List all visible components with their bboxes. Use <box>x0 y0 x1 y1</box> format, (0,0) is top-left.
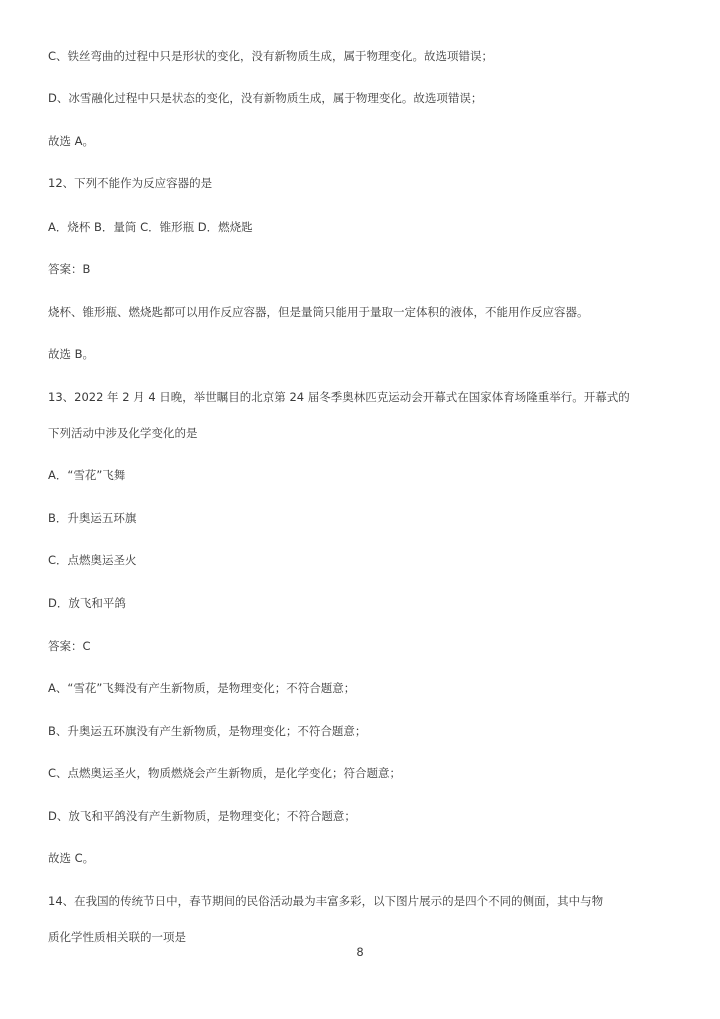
options-line: A．烧杯 B．量筒 C．锥形瓶 D．燃烧匙 <box>48 220 253 234</box>
text-line: 故选 A。 <box>48 134 95 148</box>
option-d: D．放飞和平鸽 <box>48 596 126 610</box>
question-13-cont: 下列活动中涉及化学变化的是 <box>48 426 198 440</box>
text-line: 烧杯、锥形瓶、燃烧匙都可以用作反应容器，但是量筒只能用于量取一定体积的液体，不能用作反应容器。 <box>48 305 589 319</box>
text-line: D、冰雪融化过程中只是状态的变化，没有新物质生成，属于物理变化。故选项错误； <box>48 91 483 105</box>
answer-line: 答案：B <box>48 262 91 276</box>
text-line: 故选 B。 <box>48 347 95 361</box>
question-14-cont: 质化学性质相关联的一项是 <box>48 930 186 944</box>
option-b: B．升奥运五环旗 <box>48 511 137 525</box>
text-line: D、放飞和平鸽没有产生新物质，是物理变化；不符合题意； <box>48 809 356 823</box>
page-number: 8 <box>356 945 364 959</box>
question-13: 13、2022 年 2 月 4 日晚，举世瞩目的北京第 24 届冬季奥林匹克运动会开幕式在国家体育场隆重举行。开幕式的 <box>48 390 630 404</box>
text-line: A、“雪花”飞舞没有产生新物质，是物理变化；不符合题意； <box>48 681 356 695</box>
option-c: C．点燃奥运圣火 <box>48 553 137 567</box>
question-12: 12、下列不能作为反应容器的是 <box>48 176 213 190</box>
text-line: C、点燃奥运圣火，物质燃烧会产生新物质，是化学变化；符合题意； <box>48 766 402 780</box>
text-line: B、升奥运五环旗没有产生新物质，是物理变化；不符合题意； <box>48 724 367 738</box>
text-line: C、铁丝弯曲的过程中只是形状的变化，没有新物质生成，属于物理变化。故选项错误； <box>48 49 494 63</box>
text-line: 故选 C。 <box>48 851 95 865</box>
option-a: A．“雪花”飞舞 <box>48 468 126 482</box>
answer-line: 答案：C <box>48 639 91 653</box>
question-14: 14、在我国的传统节日中，春节期间的民俗活动最为丰富多彩，以下图片展示的是四个不同的侧面，其中与物 <box>48 894 604 908</box>
